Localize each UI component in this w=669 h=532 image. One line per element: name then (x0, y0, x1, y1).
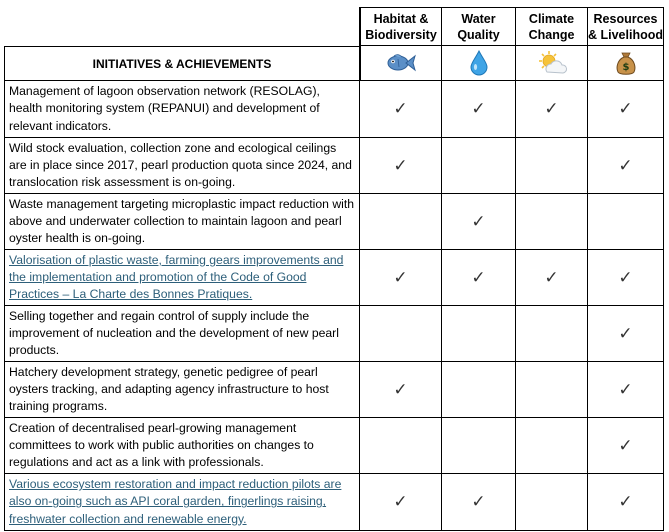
check-cell (588, 306, 664, 362)
check-cell (588, 250, 664, 306)
check-cell (360, 81, 442, 138)
check-cell (360, 250, 442, 306)
dollar-sign: $ (622, 62, 629, 73)
blank-corner (4, 7, 360, 46)
check-cell (360, 138, 442, 194)
check-mark-icon: ✓ (393, 267, 408, 288)
col-title-climate: Climate Change (516, 7, 588, 46)
check-cell (442, 81, 516, 138)
empty-cell (360, 306, 442, 362)
check-cell (360, 362, 442, 418)
row-description: Hatchery development strategy, genetic pedigree of pearl oysters tracking, and adapting agency infrastructure to host training programs. (4, 362, 360, 418)
empty-cell (516, 474, 588, 531)
check-cell (516, 81, 588, 138)
check-mark-icon: ✓ (393, 379, 408, 400)
row-description: Selling together and regain control of supply include the improvement of nucleation and the development of new pearl products. (4, 306, 360, 362)
icon-row (4, 46, 664, 81)
fish-icon (360, 46, 442, 81)
water-drop-icon (442, 46, 516, 81)
row-description: Waste management targeting microplastic impact reduction with above and underwater collection to maintain lagoon and pearl oyster health is on-going. (4, 194, 360, 250)
row-description: Wild stock evaluation, collection zone and ecological ceilings are in place since 2017, pearl production quota since 2024, and translocation risk assessment is on-going. (4, 138, 360, 194)
empty-cell (442, 138, 516, 194)
check-cell (588, 418, 664, 474)
row-link[interactable]: Various ecosystem restoration and impact reduction pilots are also on-going such as API coral garden, fingerlings raising, freshwater collection and renewable energy. (9, 477, 342, 526)
table-row (4, 194, 664, 250)
table-row (4, 474, 664, 531)
check-mark-icon: ✓ (471, 267, 486, 288)
col-title-water: Water Quality (442, 7, 516, 46)
empty-cell (442, 306, 516, 362)
check-mark-icon: ✓ (471, 99, 486, 119)
row-description-link[interactable] (4, 474, 360, 531)
check-cell (442, 194, 516, 250)
check-cell (516, 250, 588, 306)
check-cell (588, 474, 664, 531)
col-title-resources: Resources & Livelihood (588, 7, 664, 46)
table-row (4, 362, 664, 418)
check-mark-icon: ✓ (544, 99, 559, 119)
table-row (4, 250, 664, 306)
check-cell (442, 250, 516, 306)
initiatives-table (4, 7, 664, 531)
check-mark-icon: ✓ (618, 155, 633, 176)
check-cell (442, 474, 516, 531)
check-mark-icon: ✓ (618, 379, 633, 400)
row-description-link[interactable] (4, 250, 360, 306)
check-cell (588, 81, 664, 138)
table-row (4, 418, 664, 474)
check-mark-icon: ✓ (393, 99, 408, 119)
row-link[interactable]: Valorisation of plastic waste, farming gears improvements and the implementation and promotion of the Code of Good Practices – La Charte des Bonnes Pratiques. (9, 252, 344, 302)
empty-cell (516, 306, 588, 362)
sun-cloud-icon (516, 46, 588, 81)
empty-cell (516, 138, 588, 194)
column-title-row (4, 7, 664, 46)
check-mark-icon: ✓ (618, 323, 633, 344)
table-row (4, 138, 664, 194)
empty-cell (360, 418, 442, 474)
row-description: Management of lagoon observation network (RESOLAG), health monitoring system (REPANUI) and development of relevant indicators. (4, 81, 360, 138)
table-row (4, 306, 664, 362)
check-mark-icon: ✓ (393, 155, 408, 176)
check-mark-icon: ✓ (393, 492, 408, 512)
check-cell (588, 362, 664, 418)
empty-cell (442, 362, 516, 418)
check-cell (360, 474, 442, 531)
table-row (4, 81, 664, 138)
check-mark-icon: ✓ (618, 435, 633, 456)
empty-cell (442, 418, 516, 474)
check-mark-icon: ✓ (471, 211, 486, 232)
check-cell (588, 138, 664, 194)
empty-cell (588, 194, 664, 250)
empty-cell (516, 418, 588, 474)
check-mark-icon: ✓ (618, 99, 633, 119)
money-bag-icon (588, 46, 664, 81)
check-mark-icon: ✓ (544, 267, 559, 288)
empty-cell (516, 362, 588, 418)
col-title-habitat: Habitat & Biodiversity (360, 7, 442, 46)
check-mark-icon: ✓ (618, 492, 633, 512)
section-title: INITIATIVES & ACHIEVEMENTS (4, 46, 360, 81)
empty-cell (360, 194, 442, 250)
row-description: Creation of decentralised pearl-growing management committees to work with public authorities on changes to regulations and act as a link with professionals. (4, 418, 360, 474)
check-mark-icon: ✓ (471, 492, 486, 512)
empty-cell (516, 194, 588, 250)
check-mark-icon: ✓ (618, 267, 633, 288)
